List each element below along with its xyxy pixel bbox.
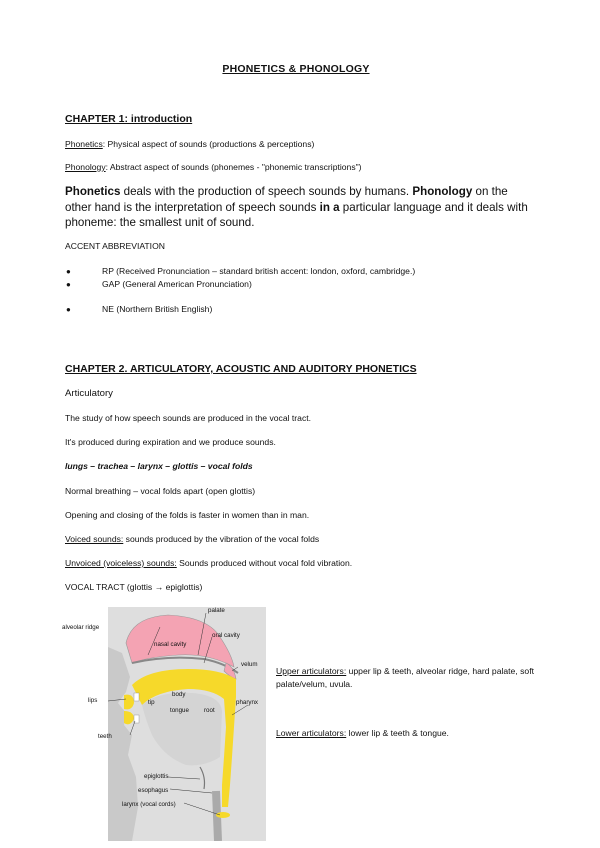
accent-item: NE (Northern British English) [102,304,213,314]
bullet-icon: ● [66,267,71,276]
upper-term: Upper articulators: [276,666,347,676]
accent-item: GAP (General American Pronunciation) [102,279,252,289]
text-line: The study of how speech sounds are produced in the vocal tract. [65,413,312,423]
vocal-tract-diagram [62,607,266,841]
airflow-path: lungs – trachea – larynx – glottis – vocal folds [65,461,253,471]
label-tip: tip [148,699,155,706]
upper-articulators [276,665,546,691]
label-palate: palate [208,607,225,614]
text-line: It's produced during expiration and we produce sounds. [65,437,276,447]
accent-item: RP (Received Pronunciation – standard british accent: london, oxford, cambridge.) [102,266,416,276]
voiced-term: Voiced sounds: [65,534,124,544]
bullet-icon: ● [66,305,71,314]
voiced-definition [65,534,319,544]
label-root: root [204,707,215,714]
phonology-definition [65,162,362,172]
label-teeth: teeth [98,733,112,740]
lower-def-text: lower lip & teeth & tongue. [346,728,449,738]
intro-paragraph [65,184,535,231]
vocal-tract-heading: VOCAL TRACT (glottis → epiglottis) [65,582,203,592]
accent-heading: ACCENT ABBREVIATION [65,241,165,251]
phonology-def-text: : Abstract aspect of sounds (phonemes - "phonemic transcriptions") [105,162,362,172]
para-text-2: on the other hand is the interpretation of speech sounds [65,185,508,214]
label-esophagus: esophagus [138,787,169,794]
lower-term: Lower articulators: [276,728,347,738]
unvoiced-def-text: Sounds produced without vocal fold vibration. [176,558,353,568]
para-bold-in-a: in a [319,200,340,214]
label-nasal-cavity: nasal cavity [154,641,187,648]
unvoiced-definition [65,558,352,568]
bullet-icon: ● [66,280,71,289]
phonetics-term: Phonetics [65,139,103,149]
articulatory-subheading: Articulatory [65,388,113,399]
lower-articulators [276,727,546,740]
label-oral-cavity: oral cavity [212,632,240,639]
label-pharynx: pharynx [236,699,259,706]
chapter2-heading: CHAPTER 2. ARTICULATORY, ACOUSTIC AND AUDITORY PHONETICS [65,363,417,375]
label-alveolar-ridge: alveolar ridge [62,624,100,631]
label-larynx: larynx (vocal cords) [122,801,176,808]
para-text-1: deals with the production of speech sounds by humans. [120,185,413,198]
para-bold-phonetics: Phonetics [65,185,121,198]
text-line: Normal breathing – vocal folds apart (open glottis) [65,486,256,496]
chapter1-heading: CHAPTER 1: introduction [65,113,193,125]
document-title: PHONETICS & PHONOLOGY [222,63,370,75]
phonetics-def-text: : Physical aspect of sounds (productions & perceptions) [102,139,315,149]
upper-def-text: upper lip & teeth, alveolar ridge, hard palate, soft palate/velum, uvula. [276,666,534,689]
unvoiced-term: Unvoiced (voiceless) sounds: [65,558,177,568]
label-body: body [172,691,186,698]
phonetics-definition [65,139,314,149]
text-line: Opening and closing of the folds is faster in women than in man. [65,510,310,520]
label-velum: velum [241,661,258,668]
label-lips: lips [88,697,98,704]
para-text-3: particular language and it deals with phoneme: the smallest unit of sound. [65,200,528,229]
phonology-term: Phonology [65,162,106,172]
label-tongue: tongue [170,707,189,714]
label-epiglottis: epiglottis [144,773,169,780]
para-bold-phonology: Phonology [412,185,473,198]
voiced-def-text: sounds produced by the vibration of the vocal folds [123,534,320,544]
